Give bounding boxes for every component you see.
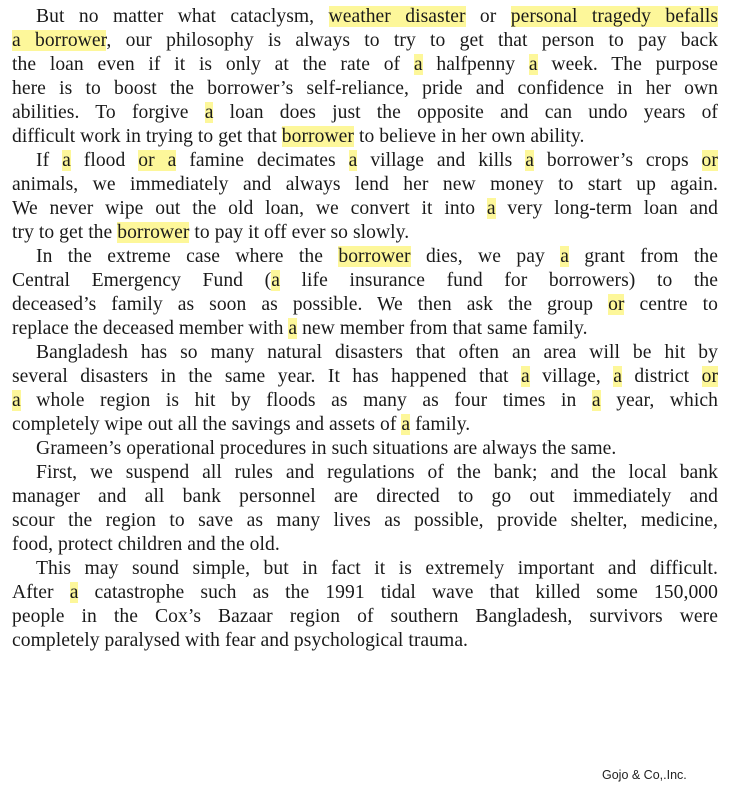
text-segment: famine decimates — [176, 150, 349, 171]
text-segment: try to get the — [12, 222, 118, 243]
highlighted-text: or a — [138, 150, 177, 171]
text-line — [12, 533, 718, 557]
text-segment: Central Emergency Fund ( — [12, 270, 272, 291]
highlighted-text: weather disaster — [328, 6, 466, 27]
highlighted-text: a — [591, 390, 601, 411]
text-line — [36, 5, 718, 29]
text-segment: life insurance fund for borrowers) to the — [279, 270, 718, 291]
text-line — [12, 629, 718, 653]
text-segment: difficult work in trying to get that — [12, 126, 282, 147]
text-line — [12, 29, 718, 53]
text-segment: to believe in her own ability. — [354, 126, 585, 147]
highlighted-text: a — [413, 54, 423, 75]
text-segment: loan does just the opposite and can undo years of — [213, 102, 719, 123]
text-line — [12, 293, 718, 317]
text-line — [12, 605, 718, 629]
text-line — [12, 389, 718, 413]
text-segment: whole region is hit by floods as many as four times in — [20, 390, 592, 411]
highlighted-text: borrower — [338, 246, 411, 267]
text-line — [36, 149, 718, 173]
text-segment: But no matter what cataclysm, — [36, 6, 329, 27]
text-line — [12, 581, 718, 605]
text-line — [12, 125, 718, 149]
text-segment: here is to boost the borrower’s self-reliance, pride and confidence in her own — [12, 78, 718, 99]
text-segment: completely paralysed with fear and psychological trauma. — [12, 630, 469, 651]
text-segment: flood — [70, 150, 139, 171]
text-segment: or — [465, 6, 511, 27]
highlighted-text: a — [401, 414, 411, 435]
text-line — [12, 221, 718, 245]
text-segment: several disasters in the same year. It has happened that — [12, 366, 521, 387]
text-segment: In the extreme case where the — [36, 246, 339, 267]
text-segment: completely wipe out all the savings and assets of — [12, 414, 402, 435]
text-segment: If — [36, 150, 63, 171]
text-line — [12, 77, 718, 101]
text-segment: First, we suspend all rules and regulations of the bank; and the local bank — [36, 462, 718, 483]
text-segment: village and kills — [357, 150, 526, 171]
text-segment: , our philosophy is always to try to get that person to pay back — [106, 30, 718, 51]
text-line — [12, 101, 718, 125]
highlighted-text: a — [525, 150, 534, 171]
text-line — [12, 509, 718, 533]
text-segment: district — [621, 366, 702, 387]
text-line — [36, 341, 718, 365]
text-segment: borrower’s crops — [533, 150, 702, 171]
text-segment: replace the deceased member with — [12, 318, 289, 339]
text-segment: After — [12, 582, 70, 603]
highlighted-text: a — [528, 54, 538, 75]
text-segment: centre to — [624, 294, 718, 315]
text-segment: Bangladesh has so many natural disasters that often an area will be hit by — [36, 342, 718, 363]
text-line — [12, 317, 718, 341]
highlighted-text: or — [701, 366, 719, 387]
highlighted-text: a — [486, 198, 496, 219]
text-segment: food, protect children and the old. — [12, 534, 280, 555]
text-segment: abilities. To forgive — [12, 102, 205, 123]
highlighted-text: a — [62, 150, 71, 171]
highlighted-text: a borrower — [12, 30, 107, 51]
text-segment: animals, we immediately and always lend her new money to start up again. — [12, 174, 718, 195]
text-line — [36, 461, 718, 485]
highlighted-text: a — [560, 246, 569, 267]
watermark: Gojo & Co,.Inc. — [602, 768, 687, 782]
text-segment: catastrophe such as the 1991 tidal wave that killed some 150,000 — [78, 582, 718, 603]
highlighted-text: a — [204, 102, 214, 123]
text-line — [12, 269, 718, 293]
text-line — [36, 557, 718, 581]
text-line — [12, 53, 718, 77]
text-line — [12, 485, 718, 509]
text-segment: halfpenny — [422, 54, 529, 75]
highlighted-text: borrower — [281, 126, 354, 147]
text-segment: the loan even if it is only at the rate of — [12, 54, 414, 75]
text-segment: very long-term loan and — [495, 198, 718, 219]
text-line — [12, 413, 718, 437]
highlighted-text: a — [288, 318, 298, 339]
highlighted-text: a — [271, 270, 280, 291]
text-segment: family. — [410, 414, 471, 435]
highlighted-text: or — [701, 150, 718, 171]
text-segment: grant from the — [568, 246, 718, 267]
text-segment: dies, we pay — [410, 246, 561, 267]
text-segment: people in the Cox’s Bazaar region of southern Bangladesh, survivors were — [12, 606, 718, 627]
highlighted-text: a — [613, 366, 622, 387]
text-segment: manager and all bank personnel are directed to go out immediately and — [12, 486, 718, 507]
text-segment: year, which — [600, 390, 718, 411]
text-segment: Grameen’s operational procedures in such situations are always the same. — [36, 438, 617, 459]
text-line — [12, 197, 718, 221]
highlighted-text: a — [12, 390, 21, 411]
text-segment: week. The purpose — [537, 54, 718, 75]
text-segment: village, — [529, 366, 614, 387]
text-segment: new member from that same family. — [297, 318, 588, 339]
text-segment: We never wipe out the old loan, we convert it into — [12, 198, 487, 219]
text-line — [12, 365, 718, 389]
text-line — [36, 437, 718, 461]
text-segment: This may sound simple, but in fact it is extremely important and difficult. — [36, 558, 718, 579]
text-segment: to pay it off ever so slowly. — [189, 222, 410, 243]
highlighted-text: borrower — [117, 222, 190, 243]
highlighted-text: a — [348, 150, 358, 171]
highlighted-text: or — [608, 294, 625, 315]
text-segment: scour the region to save as many lives as possible, provide shelter, medicine, — [12, 510, 718, 531]
highlighted-text: personal tragedy befalls — [510, 6, 719, 27]
highlighted-text: a — [69, 582, 79, 603]
text-segment: deceased’s family as soon as possible. We then ask the group — [12, 294, 609, 315]
text-line — [36, 245, 718, 269]
highlighted-text: a — [520, 366, 530, 387]
text-line — [12, 173, 718, 197]
